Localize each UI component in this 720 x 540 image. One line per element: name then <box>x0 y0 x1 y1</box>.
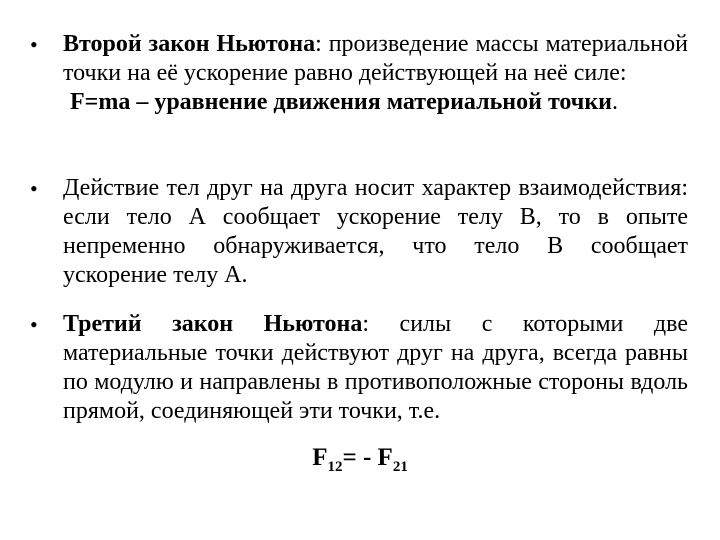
formula-subscript-12: 12 <box>327 459 343 475</box>
bullet-point: • <box>30 176 38 201</box>
formula-subscript-21: 21 <box>392 459 408 475</box>
bullet-point: • <box>30 312 38 337</box>
second-law-term: Второй закон Ньютона <box>63 31 316 57</box>
third-law-term: Третий закон Ньютона <box>63 311 363 337</box>
formula-equals-minus: = - F <box>342 444 393 471</box>
second-law-text <box>63 30 688 88</box>
third-law-description: : силы с которыми две материальные точки действуют друг на друга, всегда равны по модулю и направлены в противоположные стороны вдоль прямой, соединяющей эти точки, т.е. <box>63 311 688 424</box>
formula-force-left: F <box>312 444 328 471</box>
bullet-second-law <box>30 30 688 117</box>
bullet-third-law <box>30 310 688 426</box>
bullet-interaction <box>30 174 688 290</box>
third-law-text <box>63 310 688 426</box>
bullet-point: • <box>30 32 38 57</box>
second-law-formula-end: . <box>611 89 618 115</box>
interaction-text: Действие тел друг на друга носит характер взаимодействия: если тело А сообщает ускорение телу В, то в опыте непременно обнаруживается, что тело В сообщает ускорение телу А. <box>63 175 688 288</box>
second-law-formula <box>70 88 688 117</box>
second-law-formula-text: F=ma – уравнение движения материальной точки <box>70 89 612 115</box>
third-law-formula <box>0 443 720 475</box>
second-law-description: : произведение массы материальной точки на её ускорение равно действующей на неё силе: <box>63 31 688 86</box>
